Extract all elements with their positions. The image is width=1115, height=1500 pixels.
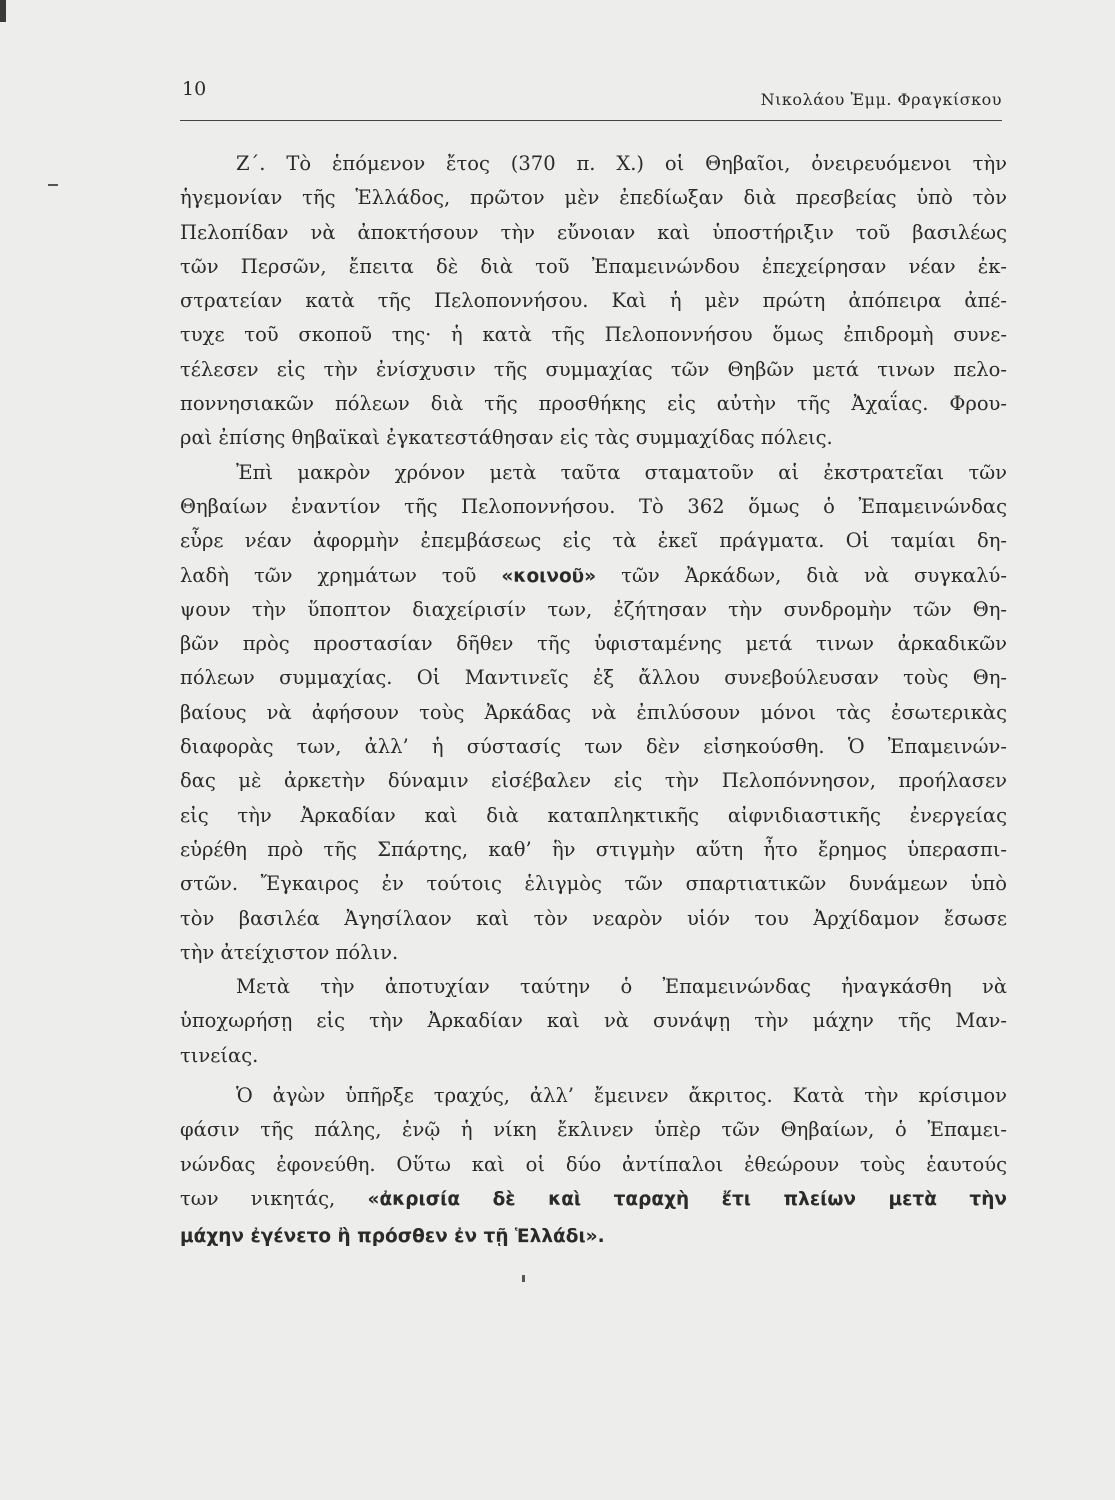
paragraph-3 — [180, 970, 1007, 1073]
paragraph-1 — [180, 147, 1007, 456]
text-line: ἡγεμονίαν τῆς Ἑλλάδος, πρῶτον μὲν ἐπεδίωξαν διὰ πρεσβείας ὑπὸ τὸν — [180, 186, 1007, 210]
header-rule — [180, 120, 1002, 121]
text-line: ψουν τὴν ὕποπτον διαχείρισίν των, ἐζήτησαν τὴν συνδρομὴν τῶν Θη- — [180, 597, 1007, 621]
text-line: τὸν βασιλέα Ἀγησίλαον καὶ τὸν νεαρὸν υἱόν του Ἀρχίδαμον ἔσωσε — [180, 906, 1007, 930]
text-line: Ἐπὶ μακρὸν χρόνον μετὰ ταῦτα σταματοῦν αἱ ἐκστρατεῖαι τῶν — [236, 460, 1007, 484]
text-line: δας μὲ ἀρκετὴν δύναμιν εἰσέβαλεν εἰς τὴν Πελοπόννησον, προήλασεν — [180, 769, 1007, 793]
text-line: Μετὰ τὴν ἀποτυχίαν ταύτην ὁ Ἐπαμεινώνδας ἠναγκάσθη νὰ — [236, 975, 1007, 999]
page-header — [180, 78, 1002, 118]
text-line: εἰς τὴν Ἀρκαδίαν καὶ διὰ καταπληκτικῆς αἰφνιδιαστικῆς ἐνεργείας — [180, 803, 1007, 827]
text-run: τῶν Ἀρκάδων, διὰ νὰ συγκαλύ- — [596, 563, 1007, 587]
quotation: «ἀκρισία δὲ καὶ ταραχὴ ἔτι πλείων μετὰ τὴν — [367, 1188, 1008, 1210]
text-line: Θηβαίων ἐναντίον τῆς Πελοποννήσου. Τὸ 362 ὅμως ὁ Ἐπαμεινώνδας — [180, 494, 1007, 518]
text-line: βαίους νὰ ἀφήσουν τοὺς Ἀρκάδας νὰ ἐπιλύσουν μόνοι τὰς ἐσωτερικὰς — [180, 700, 1007, 724]
text-line: Πελοπίδαν νὰ ἀποκτήσουν τὴν εὔνοιαν καὶ ὑποστήριξιν τοῦ βασιλέως — [180, 220, 1007, 244]
text-line: Ζ΄. Τὸ ἑπόμενον ἔτος (370 π. Χ.) οἱ Θηβαῖοι, ὀνειρευόμενοι τὴν — [236, 152, 1007, 175]
text-line — [180, 1182, 1007, 1216]
text-line — [180, 559, 1007, 593]
page-number: 10 — [182, 78, 207, 100]
text-line: εὑρέθη πρὸ τῆς Σπάρτης, καθ’ ἣν στιγμὴν αὕτη ἦτο ἔρημος ὑπερασπι- — [180, 837, 1007, 861]
text-run: λαδὴ τῶν χρημάτων τοῦ — [180, 563, 502, 587]
text-line: ραὶ ἐπίσης θηβαϊκαὶ ἐγκατεστάθησαν εἰς τὰς συμμαχίδας πόλεις. — [180, 426, 833, 450]
text-line: στρατείαν κατὰ τῆς Πελοποννήσου. Καὶ ἡ μὲν πρώτη ἀπόπειρα ἀπέ- — [180, 289, 1007, 313]
text-line: Ὁ ἀγὼν ὑπῆρξε τραχύς, ἀλλ’ ἔμεινεν ἄκριτος. Κατὰ τὴν κρίσιμον — [236, 1084, 1007, 1108]
ink-speck — [522, 1275, 525, 1282]
text-line: τυχε τοῦ σκοποῦ της· ἡ κατὰ τῆς Πελοποννήσου ὅμως ἐπιδρομὴ συνε- — [180, 323, 1007, 347]
text-line: τὴν ἀτείχιστον πόλιν. — [180, 940, 399, 964]
page-edge-mark — [0, 0, 6, 22]
quoted-term: «κοινοῦ» — [501, 565, 597, 587]
text-line: τῶν Περσῶν, ἔπειτα δὲ διὰ τοῦ Ἐπαμεινώνδου ἐπεχείρησαν νέαν ἐκ- — [180, 254, 1007, 278]
text-line: τινείας. — [180, 1043, 259, 1067]
text-line: βῶν πρὸς προστασίαν δῆθεν τῆς ὑφισταμένης μετά τινων ἀρκαδικῶν — [180, 632, 1007, 656]
text-line: ποννησιακῶν πόλεων διὰ τῆς προσθήκης εἰς αὐτὴν τῆς Ἀχαΐας. Φρου- — [180, 392, 1007, 416]
text-line: στῶν. Ἔγκαιρος ἐν τούτοις ἑλιγμὸς τῶν σπαρτιατικῶν δυνάμεων ὑπὸ — [180, 872, 1007, 896]
margin-dash-mark — [48, 184, 58, 186]
text-line: νώνδας ἐφονεύθη. Οὕτω καὶ οἱ δύο ἀντίπαλοι ἐθεώρουν τοὺς ἑαυτούς — [180, 1152, 1007, 1176]
paragraph-2 — [180, 456, 1007, 970]
quotation-line: μάχην ἐγένετο ἢ πρόσθεν ἐν τῇ Ἑλλάδι». — [180, 1226, 605, 1248]
text-line: τέλεσεν εἰς τὴν ἐνίσχυσιν τῆς συμμαχίας τῶν Θηβῶν μετά τινων πελο- — [180, 357, 1007, 381]
running-title: Νικολάου Ἐμμ. Φραγκίσκου — [760, 90, 1002, 109]
body-text — [180, 147, 1007, 1255]
paragraph-4 — [180, 1079, 1007, 1254]
text-line: ὑποχωρήσῃ εἰς τὴν Ἀρκαδίαν καὶ νὰ συνάψῃ τὴν μάχην τῆς Μαν- — [180, 1009, 1007, 1033]
text-line: διαφορὰς των, ἀλλ’ ἡ σύστασίς των δὲν εἰσηκούσθη. Ὁ Ἐπαμεινών- — [180, 735, 1007, 759]
text-line: εὗρε νέαν ἀφορμὴν ἐπεμβάσεως εἰς τὰ ἐκεῖ πράγματα. Οἱ ταμίαι δη- — [180, 529, 1007, 553]
text-line: φάσιν τῆς πάλης, ἐνῷ ἡ νίκη ἔκλινεν ὑπὲρ τῶν Θηβαίων, ὁ Ἐπαμει- — [180, 1118, 1007, 1142]
text-line: πόλεων συμμαχίας. Οἱ Μαντινεῖς ἐξ ἄλλου συνεβούλευσαν τοὺς Θη- — [180, 666, 1007, 690]
text-run: των νικητάς, — [180, 1186, 368, 1210]
